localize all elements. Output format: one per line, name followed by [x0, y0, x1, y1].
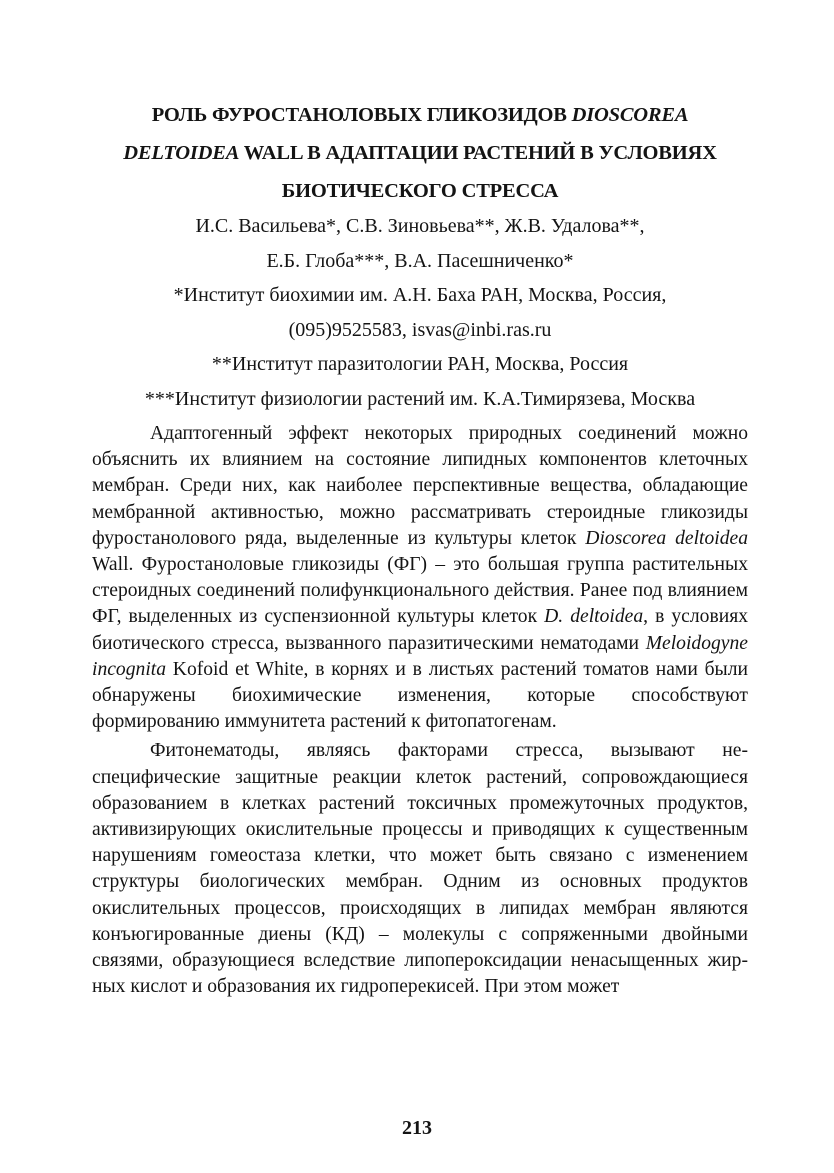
species-name-d-deltoidea: D. deltoidea — [544, 606, 644, 628]
title-line-2 — [92, 134, 748, 172]
title-line-1-text: РОЛЬ ФУРОСТАНОЛОВЫХ ГЛИКОЗИДОВ — [151, 104, 572, 126]
affiliation-1: *Институт биохимии им. А.Н. Баха РАН, Москва, Россия, — [173, 284, 667, 306]
paragraph-1-text-a: Адаптогенный эффект некоторых природных соединений можно объяснить их влиянием на состояние липидных компонентов клеточных мембран. Среди них, как наиболее перспективные вещества, обладающие мембранной активностью, можно рассматривать стероидные гликозиды фуростанолового ряда, выделенные из культуры клеток — [92, 423, 748, 549]
title-species-genus: DIOSCOREA — [571, 104, 689, 126]
species-name-meloidogyne: Meloidogyne incognita — [92, 632, 748, 680]
species-name-dioscorea: Dioscorea deltoidea — [585, 527, 748, 549]
paragraph-1-text-b: Wall. Фуростаноловые гликозиды (ФГ) – это большая группа растительных стероидных соединений полифункционального действия. Ранее под влиянием ФГ, выделенных из суспензионной культуры клеток — [92, 554, 748, 628]
title-line-3: БИОТИЧЕСКОГО СТРЕССА — [281, 180, 559, 202]
page-number: 213 — [402, 1117, 432, 1139]
affiliation-3: ***Институт физиологии растений им. К.А.Тимирязева, Москва — [144, 387, 696, 410]
body-paragraph-2: Фитонематоды, являясь факторами стресса, вызывают неспецифические защитные реакции клеток растений, сопровождающиеся образованием в клетках растений токсичных промежуточных продуктов, активизирующих окислительные процессы и приводящих к существенным нарушениям гомеостаза клетки, что может быть связано с изменением структуры биологических мембран. Одним из основных продуктов окислительных процессов, происходящих в липидах мембран являются конъюгированные диены (КД) – молекулы с сопряженными двойными связями, образующиеся вследствие липопероксидации ненасыщенных жирных кислот и образования их гидроперекисей. При этом может — [92, 740, 748, 998]
title-line-2-text: WALL В АДАПТАЦИИ РАСТЕНИЙ В УСЛОВИЯХ — [239, 142, 717, 164]
affiliations — [92, 278, 748, 416]
authors-line-1: И.С. Васильева*, С.В. Зиновьева**, Ж.В. Удалова**, — [195, 215, 645, 237]
title-line-1 — [92, 96, 748, 134]
author-list — [92, 209, 748, 278]
authors-line-2: Е.Б. Глоба***, В.А. Пасешниченко* — [266, 249, 574, 272]
title-species-epithet: DELTOIDEA — [123, 142, 240, 164]
affiliation-1-contact: (095)9525583, isvas@inbi.ras.ru — [288, 318, 552, 341]
affiliation-2: **Институт паразитологии РАН, Москва, Россия — [211, 353, 629, 375]
page-content — [92, 96, 748, 1000]
paragraph-1-text-d: Kofoid et White, в корнях и в листьях растений томатов нами были обнаружены биохимические изменения, которые способствуют формированию иммунитета растений к фитопатогенам. — [92, 658, 748, 733]
article-title — [92, 96, 748, 210]
paragraph-1-text-c: , в условиях биотического стресса, вызванного паразитическими нематодами — [92, 606, 748, 654]
body-paragraph-1 — [92, 421, 748, 735]
